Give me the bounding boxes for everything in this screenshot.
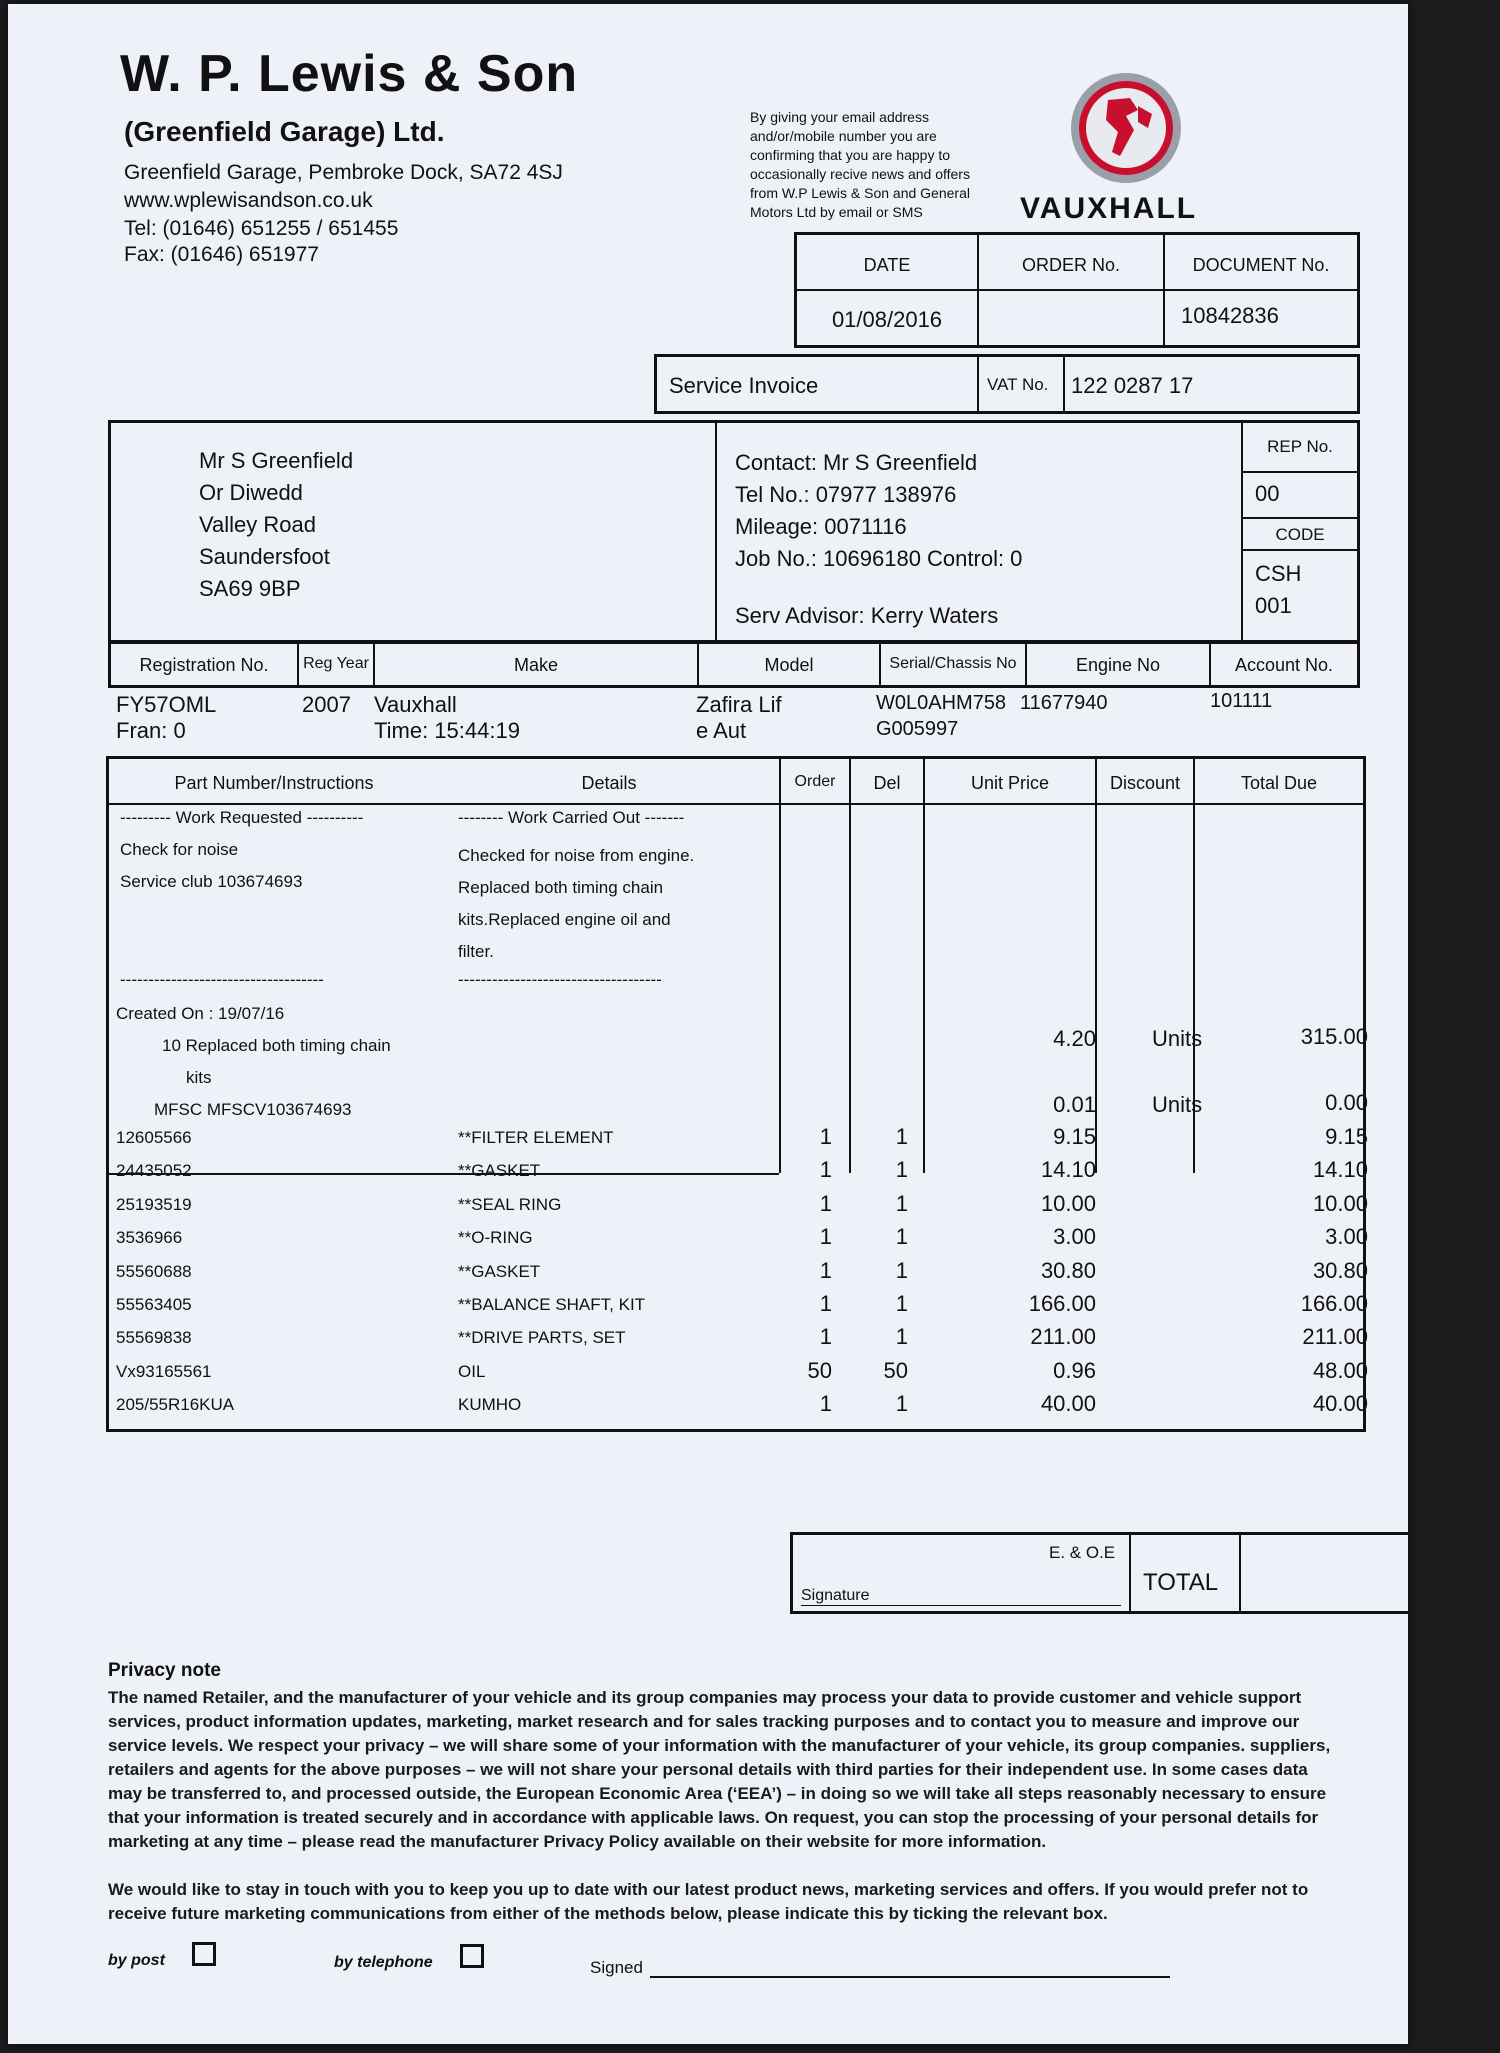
part-order: 1 xyxy=(819,1157,832,1183)
col-reg-year: Reg Year xyxy=(303,655,369,672)
part-unit-price: 30.80 xyxy=(1040,1257,1096,1283)
col-unit-price: Unit Price xyxy=(970,773,1050,793)
part-total: 48.00 xyxy=(1312,1357,1368,1383)
part-number: Vx93165561 xyxy=(116,1361,212,1381)
signed-label: Signed xyxy=(590,1958,643,1977)
mfsc-discount: Units xyxy=(1152,1092,1203,1117)
part-description: **GASKET xyxy=(458,1161,541,1181)
part-unit-price: 14.10 xyxy=(1040,1157,1096,1183)
part-unit-price: 166.00 xyxy=(1028,1291,1096,1316)
work-requested-1: Check for noise xyxy=(120,840,239,859)
code-label: CODE xyxy=(1275,525,1325,544)
customer-box xyxy=(108,420,1360,644)
company-tel: Tel: (01646) 651255 / 651455 xyxy=(124,217,399,240)
part-order: 1 xyxy=(819,1190,832,1216)
mfsc-line: MFSC MFSCV103674693 xyxy=(154,1100,352,1119)
part-order: 1 xyxy=(819,1391,832,1417)
company-fax: Fax: (01646) 651977 xyxy=(124,243,319,266)
col-details: Details xyxy=(581,773,637,793)
vehicle-chassis-2: G005997 xyxy=(876,718,959,740)
marketing-text: We would like to stay in touch with you to keep you up to date with our latest product news, marketing services and offers. If you would prefer not to receive future marketing communications from either of the methods below, please indicate this by ticking the relevant box. xyxy=(108,1880,1309,1923)
by-telephone-label: by telephone xyxy=(334,1954,433,1971)
part-del: 1 xyxy=(895,1190,908,1216)
part-total: 30.80 xyxy=(1312,1257,1368,1283)
part-total: 211.00 xyxy=(1302,1324,1368,1350)
vauxhall-logo xyxy=(1068,70,1184,186)
col-make: Make xyxy=(513,655,558,675)
col-part-number: Part Number/Instructions xyxy=(174,773,374,793)
part-description: **GASKET xyxy=(458,1261,541,1281)
vehicle-year: 2007 xyxy=(302,692,351,717)
col-account: Account No. xyxy=(1234,655,1334,675)
brand-name: VAUXHALL xyxy=(1020,192,1198,225)
part-order: 1 xyxy=(819,1124,832,1149)
col-del: Del xyxy=(873,773,901,793)
part-total: 40.00 xyxy=(1312,1391,1368,1417)
part-description: **O-RING xyxy=(458,1228,533,1248)
col-model: Model xyxy=(764,655,814,675)
griffin-icon xyxy=(1068,70,1184,186)
part-unit-price: 40.00 xyxy=(1040,1391,1096,1417)
order-label: ORDER No. xyxy=(1021,255,1120,275)
mfsc-unit: 0.01 xyxy=(1053,1092,1096,1117)
part-del: 1 xyxy=(895,1124,908,1149)
part-unit-price: 10.00 xyxy=(1040,1190,1096,1216)
part-unit-price: 0.96 xyxy=(1053,1357,1096,1383)
service-advisor: Serv Advisor: Kerry Waters xyxy=(735,603,999,628)
vat-value: 122 0287 17 xyxy=(1071,373,1194,398)
by-post-checkbox[interactable] xyxy=(192,1942,216,1966)
part-total: 14.10 xyxy=(1312,1157,1368,1183)
part-order: 1 xyxy=(819,1257,832,1283)
part-del: 1 xyxy=(895,1291,908,1316)
part-number: 205/55R16KUA xyxy=(116,1395,235,1415)
by-telephone-checkbox[interactable] xyxy=(460,1944,484,1968)
part-order: 1 xyxy=(819,1224,832,1250)
col-discount: Discount xyxy=(1109,773,1181,793)
vehicle-model-1: Zafira Lif xyxy=(696,692,782,717)
part-description: KUMHO xyxy=(458,1395,522,1415)
part-del: 1 xyxy=(895,1224,908,1250)
col-total-due: Total Due xyxy=(1240,773,1318,793)
total-box xyxy=(790,1532,1408,1614)
part-number: 24435052 xyxy=(116,1161,192,1181)
vehicle-chassis-1: W0L0AHM758 xyxy=(876,692,1007,714)
vehicle-time: Time: 15:44:19 xyxy=(374,718,520,743)
contact-details: Contact: Mr S Greenfield Tel No.: 07977 138976 Mileage: 0071116 Job No.: 10696180 Control: 0 xyxy=(735,450,1023,571)
vehicle-account: 101111 xyxy=(1210,690,1273,712)
vehicle-reg: FY57OML xyxy=(116,692,217,717)
privacy-title: Privacy note xyxy=(108,1660,221,1681)
rep-label: REP No. xyxy=(1267,437,1333,456)
part-description: OIL xyxy=(458,1361,486,1381)
part-description: **SEAL RING xyxy=(458,1194,562,1214)
part-del: 1 xyxy=(895,1324,908,1350)
invoice-type: Service Invoice xyxy=(669,373,819,398)
part-total: 166.00 xyxy=(1300,1291,1368,1316)
invoice-type-box xyxy=(654,354,1360,414)
code-value-2: 001 xyxy=(1255,593,1292,618)
part-description: **FILTER ELEMENT xyxy=(458,1128,614,1147)
customer-address: Mr S Greenfield Or Diwedd Valley Road Saundersfoot SA69 9BP xyxy=(199,448,354,601)
work-requested-title: --------- Work Requested ---------- xyxy=(120,808,364,827)
vehicle-header-row xyxy=(108,640,1360,688)
vehicle-model-2: e Aut xyxy=(696,718,747,743)
col-order: Order xyxy=(794,773,836,790)
eoe-label: E. & O.E xyxy=(1049,1543,1116,1562)
part-del: 50 xyxy=(883,1357,908,1383)
part-number: 55560688 xyxy=(116,1261,192,1281)
part-description: **BALANCE SHAFT, KIT xyxy=(458,1295,646,1314)
part-unit-price: 211.00 xyxy=(1030,1324,1096,1350)
document-label: DOCUMENT No. xyxy=(1192,255,1330,275)
part-number: 3536966 xyxy=(116,1228,183,1248)
code-value-1: CSH xyxy=(1255,561,1302,586)
part-order: 50 xyxy=(807,1357,832,1383)
part-total: 3.00 xyxy=(1325,1224,1368,1250)
part-total: 10.00 xyxy=(1312,1190,1368,1216)
part-del: 1 xyxy=(895,1391,908,1417)
part-unit-price: 3.00 xyxy=(1053,1224,1096,1250)
work-carried: Checked for noise from engine. Replaced both timing chain kits.Replaced engine oil and filter. xyxy=(458,846,695,961)
part-description: **DRIVE PARTS, SET xyxy=(458,1328,626,1348)
labour-unit: 4.20 xyxy=(1053,1026,1096,1051)
part-number: 55563405 xyxy=(116,1295,192,1314)
date-value: 01/08/2016 xyxy=(831,307,943,332)
part-del: 1 xyxy=(895,1257,908,1283)
vehicle-fran: Fran: 0 xyxy=(116,718,186,743)
vehicle-engine: 11677940 xyxy=(1020,692,1108,714)
work-rule-right: ------------------------------------ xyxy=(458,970,662,989)
mfsc-total: 0.00 xyxy=(1325,1090,1368,1115)
by-post-label: by post xyxy=(108,1952,165,1969)
rep-value: 00 xyxy=(1255,481,1280,506)
work-carried-title: -------- Work Carried Out ------- xyxy=(458,808,685,827)
date-label: DATE xyxy=(863,255,911,275)
created-on: Created On : 19/07/16 xyxy=(116,1004,285,1023)
part-unit-price: 9.15 xyxy=(1053,1124,1096,1149)
company-website: www.wplewisandson.co.uk xyxy=(124,189,373,212)
signed-line[interactable] xyxy=(650,1976,1170,1978)
email-notice: By giving your email address and/or/mobile number you are confirming that you are happy to occasionally recive news and offers from W.P Lewis & Son and General Motors Ltd by email or SMS xyxy=(750,109,970,220)
col-chassis: Serial/Chassis No xyxy=(889,655,1017,672)
part-total: 9.15 xyxy=(1325,1124,1368,1149)
work-requested-2: Service club 103674693 xyxy=(120,872,303,891)
col-registration: Registration No. xyxy=(139,655,269,675)
labour-total: 315.00 xyxy=(1300,1024,1368,1049)
labour-line-2: kits xyxy=(186,1068,212,1087)
invoice-page xyxy=(8,4,1408,2044)
total-label: TOTAL xyxy=(1143,1569,1219,1596)
doc-header-box xyxy=(794,232,1360,348)
part-order: 1 xyxy=(819,1291,832,1316)
labour-line-1: 10 Replaced both timing chain xyxy=(162,1036,391,1055)
signature-label: Signature xyxy=(801,1587,1121,1606)
part-del: 1 xyxy=(895,1157,908,1183)
work-rule-left: ------------------------------------ xyxy=(120,970,324,989)
company-address: Greenfield Garage, Pembroke Dock, SA72 4SJ xyxy=(124,161,563,184)
company-subname: (Greenfield Garage) Ltd. xyxy=(124,116,445,147)
part-order: 1 xyxy=(819,1324,832,1350)
part-number: 55569838 xyxy=(116,1328,192,1348)
privacy-text: The named Retailer, and the manufacturer of your vehicle and its group companies may process your data to provide customer and vehicle support services, product information updates, marketing, market research and for sales tracking purposes and to contact you to measure and improve our service levels. We respect your privacy – we will share some of your information with the manufacturer of your vehicle, its group companies. suppliers, retailers and agents for the above purposes – we will not share your personal details with third parties for their independent use. In some cases data may be transferred to, and processed outside, the European Economic Area (‘EEA’) – in doing so we will take all steps reasonably necessary to ensure that your information is treated securely and in accordance with applicable laws. On request, you can stop the processing of your personal details for marketing at any time – please read the manufacturer Privacy Policy available on their website for more information. xyxy=(108,1688,1331,1851)
col-engine: Engine No xyxy=(1075,655,1161,675)
part-number: 25193519 xyxy=(116,1194,192,1214)
company-name: W. P. Lewis & Son xyxy=(120,45,579,103)
vehicle-make: Vauxhall xyxy=(374,692,457,717)
document-value: 10842836 xyxy=(1181,303,1279,328)
labour-discount: Units xyxy=(1152,1026,1203,1051)
vat-label: VAT No. xyxy=(987,375,1049,394)
part-number: 12605566 xyxy=(116,1128,192,1147)
